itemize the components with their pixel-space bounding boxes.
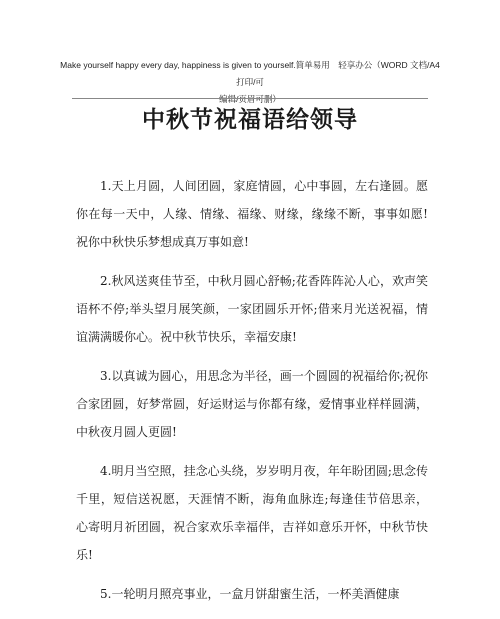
page-header — [60, 57, 440, 108]
header-divider — [72, 98, 428, 99]
paragraph-2: 2.秋风送爽佳节至，中秋月圆心舒畅;花香阵阵沁人心，欢声笑语杯不停;举头望月展笑颜，一家团圆乐开怀;借来月光送祝福，情谊满满暖你心。祝中秋节快乐，幸福安康! — [76, 274, 428, 344]
paragraph-4: 4.明月当空照，挂念心头绕，岁岁明月夜，年年盼团圆;思念传千里，短信送祝愿，天涯情不断，海角血脉连;每逢佳节倍思亲，心寄明月祈团圆，祝合家欢乐幸福伴，吉祥如意乐开怀，中秋节快乐! — [76, 464, 428, 562]
paragraph-3: 3.以真诚为圆心，用思念为半径，画一个圆圆的祝福给你;祝你合家团圆，好梦常圆，好运财运与你都有缘，爱情事业样样圆满，中秋夜月圆人更圆! — [76, 369, 428, 439]
document-title: 中秋节祝福语给领导 — [142, 106, 358, 133]
paragraph-5: 5.一轮明月照亮事业，一盒月饼甜蜜生活，一杯美酒健康 — [100, 587, 400, 601]
header-line-2: 编辑/页眉可删） — [219, 94, 281, 104]
document-body — [76, 172, 428, 619]
header-line-1: Make yourself happy every day, happiness is given to yourself.简单易用 轻享办公（WORD 文档/A4 打印/可 — [60, 60, 440, 87]
paragraph-1: 1.天上月圆，人间团圆，家庭情圆，心中事圆，左右逢圆。愿你在每一天中，人缘、情缘、福缘、财缘，缘缘不断，事事如愿!祝你中秋快乐梦想成真万事如意! — [76, 179, 428, 249]
